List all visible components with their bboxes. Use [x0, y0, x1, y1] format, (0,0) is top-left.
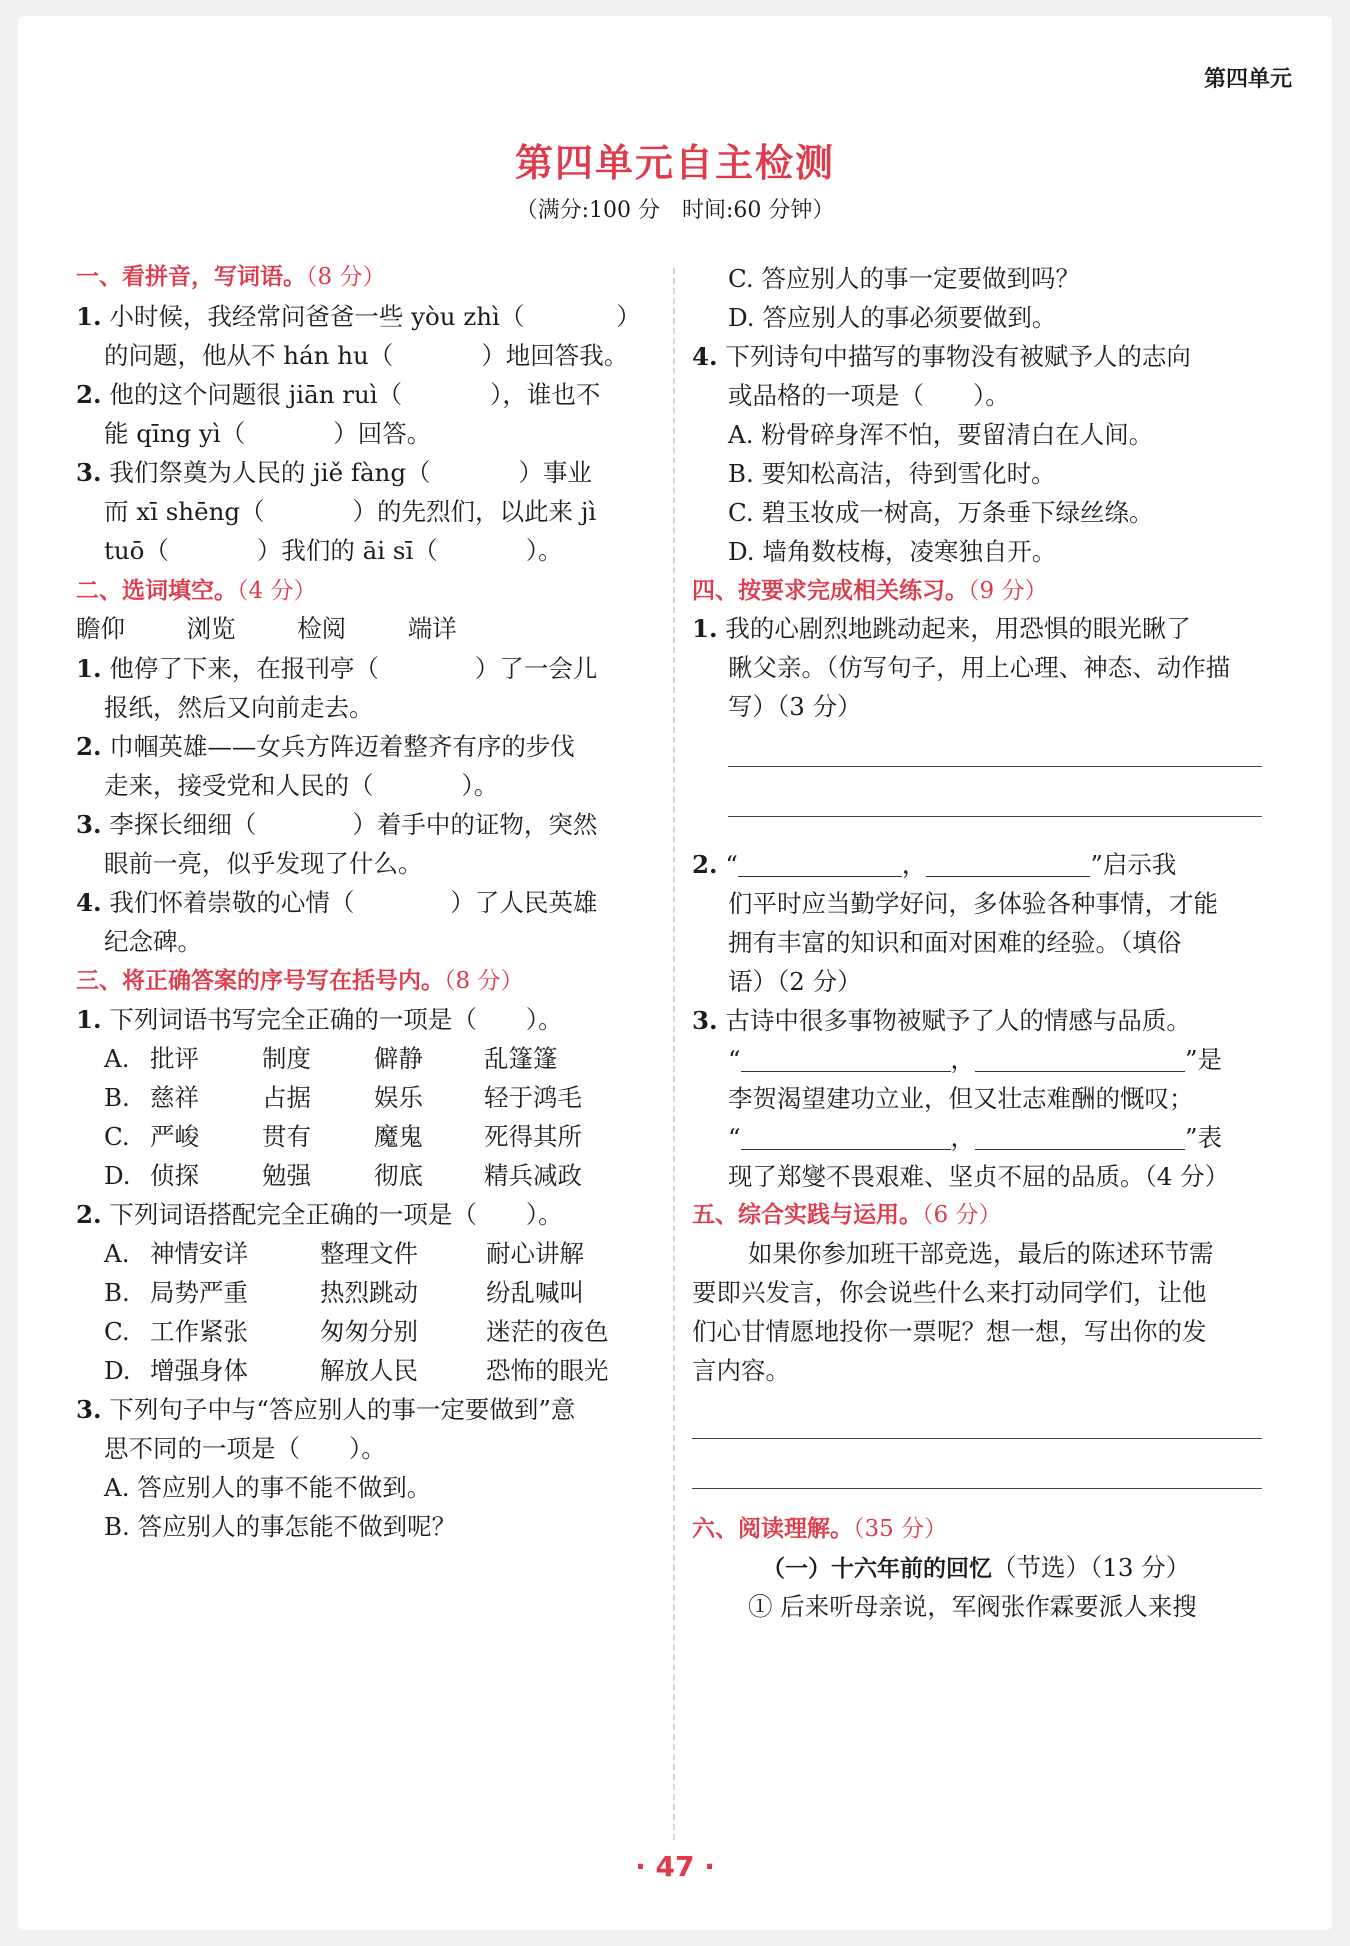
word-bank-item: 检阅: [297, 614, 347, 643]
s3-q3-option-d: D. 答应别人的事必须要做到。: [728, 303, 1057, 332]
answer-line[interactable]: [728, 766, 1262, 767]
s5-prompt-line2: 要即兴发言，你会说些什么来打动同学们，让他: [692, 1278, 1207, 1307]
s4-q1-line3: 写）（3 分）: [728, 692, 862, 721]
fill-blank[interactable]: [741, 1045, 951, 1072]
answer-line[interactable]: [728, 816, 1262, 817]
s3-q2-stem: 2. 下列词语搭配完全正确的一项是（ ）。: [76, 1200, 563, 1229]
s4-q2-line2: 们平时应当勤学好问，多体验各种事情，才能: [728, 889, 1218, 918]
s3-q1-stem: 1. 下列词语书写完全正确的一项是（ ）。: [76, 1005, 563, 1034]
s3-q2-option-d: D. 增强身体 解放人民 恐怖的眼光: [104, 1356, 609, 1385]
reading-passage-paragraph: ① 后来听母亲说，军阀张作霖要派人来搜: [748, 1592, 1197, 1621]
s2-q2-line2: 走来，接受党和人民的（ ）。: [104, 771, 499, 800]
s1-q3-line3: tuō（ ）我们的 āi sī（ ）。: [104, 536, 563, 565]
s3-q2-option-a: A. 神情安详 整理文件 耐心讲解: [104, 1239, 584, 1268]
s4-q3-line1: 3. 古诗中很多事物被赋予了人的情感与品质。: [692, 1006, 1191, 1035]
s2-q4-line2: 纪念碑。: [104, 927, 202, 956]
s1-q3-line2: 而 xī shēng（ ）的先烈们，以此来 jì: [104, 497, 597, 526]
section-4-title: 四、按要求完成相关练习。（9 分）: [692, 578, 1048, 604]
page-subtitle: （满分:100 分 时间:60 分钟）: [515, 198, 835, 223]
s1-q2-line2: 能 qīng yì（ ）回答。: [104, 419, 432, 448]
s4-q2-line4: 语）（2 分）: [728, 967, 862, 996]
s1-q2-line1: 2. 他的这个问题很 jiān ruì（ ），谁也不: [76, 380, 601, 409]
page-number: · 47 ·: [635, 1850, 715, 1883]
fill-blank[interactable]: [741, 1123, 951, 1150]
reading-passage-title: （一）十六年前的回忆（节选）（13 分）: [762, 1553, 1191, 1582]
s3-q3-option-c: C. 答应别人的事一定要做到吗？: [728, 264, 1080, 293]
s3-q3-stem-line2: 思不同的一项是（ ）。: [104, 1434, 386, 1463]
answer-line[interactable]: [692, 1438, 1262, 1439]
s3-q4-stem-line1: 4. 下列诗句中描写的事物没有被赋予人的志向: [692, 342, 1191, 371]
word-bank: [76, 612, 457, 646]
s4-q1-line1: 1. 我的心剧烈地跳动起来，用恐惧的眼光瞅了: [692, 614, 1191, 643]
s3-q4-option-b: B. 要知松高洁，待到雪化时。: [728, 459, 1056, 488]
section-5-title: 五、综合实践与运用。（6 分）: [692, 1202, 1002, 1228]
s3-q4-option-d: D. 墙角数枝梅，凌寒独自开。: [728, 537, 1057, 566]
s3-q4-option-c: C. 碧玉妆成一树高，万条垂下绿丝绦。: [728, 498, 1154, 527]
fill-blank[interactable]: [975, 1123, 1185, 1150]
fill-blank[interactable]: [975, 1045, 1185, 1072]
s4-q3-line3: 李贺渴望建功立业，但又壮志难酬的慨叹；: [728, 1084, 1194, 1113]
s4-q2-line1: 2. “ ， ”启示我: [692, 850, 1177, 879]
s3-q1-option-b: B. 慈祥 占据 娱乐 轻于鸿毛: [104, 1083, 582, 1112]
s3-q4-stem-line2: 或品格的一项是（ ）。: [728, 381, 1010, 410]
s4-q3-line4: “ ， ”表: [728, 1123, 1223, 1152]
s4-q3-line2: “ ， ”是: [728, 1045, 1223, 1074]
column-divider: [673, 268, 675, 1840]
s3-q2-option-b: B. 局势严重 热烈跳动 纷乱喊叫: [104, 1278, 584, 1307]
unit-label: 第四单元: [1203, 67, 1292, 92]
fill-blank[interactable]: [738, 850, 902, 877]
s4-q2-line3: 拥有丰富的知识和面对困难的经验。（填俗: [728, 928, 1182, 957]
s3-q1-option-a: A. 批评 制度 僻静 乱篷篷: [104, 1044, 558, 1073]
s4-q3-line5: 现了郑燮不畏艰难、坚贞不屈的品质。（4 分）: [728, 1162, 1230, 1191]
s1-q1-line1: 1. 小时候，我经常问爸爸一些 yòu zhì（ ）: [76, 302, 641, 331]
section-3-title: 三、将正确答案的序号写在括号内。（8 分）: [76, 968, 524, 994]
s5-prompt-line3: 们心甘情愿地投你一票呢？想一想，写出你的发: [692, 1317, 1207, 1346]
word-bank-item: 端详: [407, 614, 457, 643]
section-6-title: 六、阅读理解。（35 分）: [692, 1516, 948, 1542]
s3-q3-option-b: B. 答应别人的事怎能不做到呢？: [104, 1512, 457, 1541]
section-1-title: 一、看拼音，写词语。（8 分）: [76, 264, 386, 290]
s5-prompt-line4: 言内容。: [692, 1356, 790, 1385]
s3-q3-option-a: A. 答应别人的事不能不做到。: [104, 1473, 432, 1502]
s2-q1-line2: 报纸，然后又向前走去。: [104, 693, 374, 722]
s2-q3-line2: 眼前一亮，似乎发现了什么。: [104, 849, 423, 878]
s4-q1-line2: 瞅父亲。（仿写句子，用上心理、神态、动作描: [728, 653, 1231, 682]
s3-q3-stem-line1: 3. 下列句子中与“答应别人的事一定要做到”意: [76, 1395, 576, 1424]
s2-q4-line1: 4. 我们怀着崇敬的心情（ ）了人民英雄: [76, 888, 598, 917]
s3-q1-option-c: C. 严峻 贯有 魔鬼 死得其所: [104, 1122, 582, 1151]
s5-prompt-line1: 如果你参加班干部竞选，最后的陈述环节需: [748, 1239, 1214, 1268]
s2-q2-line1: 2. 巾帼英雄——女兵方阵迈着整齐有序的步伐: [76, 732, 575, 761]
answer-line[interactable]: [692, 1488, 1262, 1489]
s3-q2-option-c: C. 工作紧张 匆匆分别 迷茫的夜色: [104, 1317, 609, 1346]
s3-q4-option-a: A. 粉骨碎身浑不怕，要留清白在人间。: [728, 420, 1154, 449]
s1-q3-line1: 3. 我们祭奠为人民的 jiě fàng（ ）事业: [76, 458, 593, 487]
fill-blank[interactable]: [926, 850, 1090, 877]
s1-q1-line2: 的问题，他从不 hán hu（ ）地回答我。: [104, 341, 629, 370]
s2-q3-line1: 3. 李探长细细（ ）着手中的证物，突然: [76, 810, 598, 839]
s3-q1-option-d: D. 侦探 勉强 彻底 精兵减政: [104, 1161, 582, 1190]
s2-q1-line1: 1. 他停了下来，在报刊亭（ ）了一会儿: [76, 654, 598, 683]
word-bank-item: 浏览: [186, 614, 236, 643]
page-title: 第四单元自主检测: [514, 141, 835, 185]
word-bank-item: 瞻仰: [76, 614, 125, 643]
section-2-title: 二、选词填空。（4 分）: [76, 578, 317, 604]
